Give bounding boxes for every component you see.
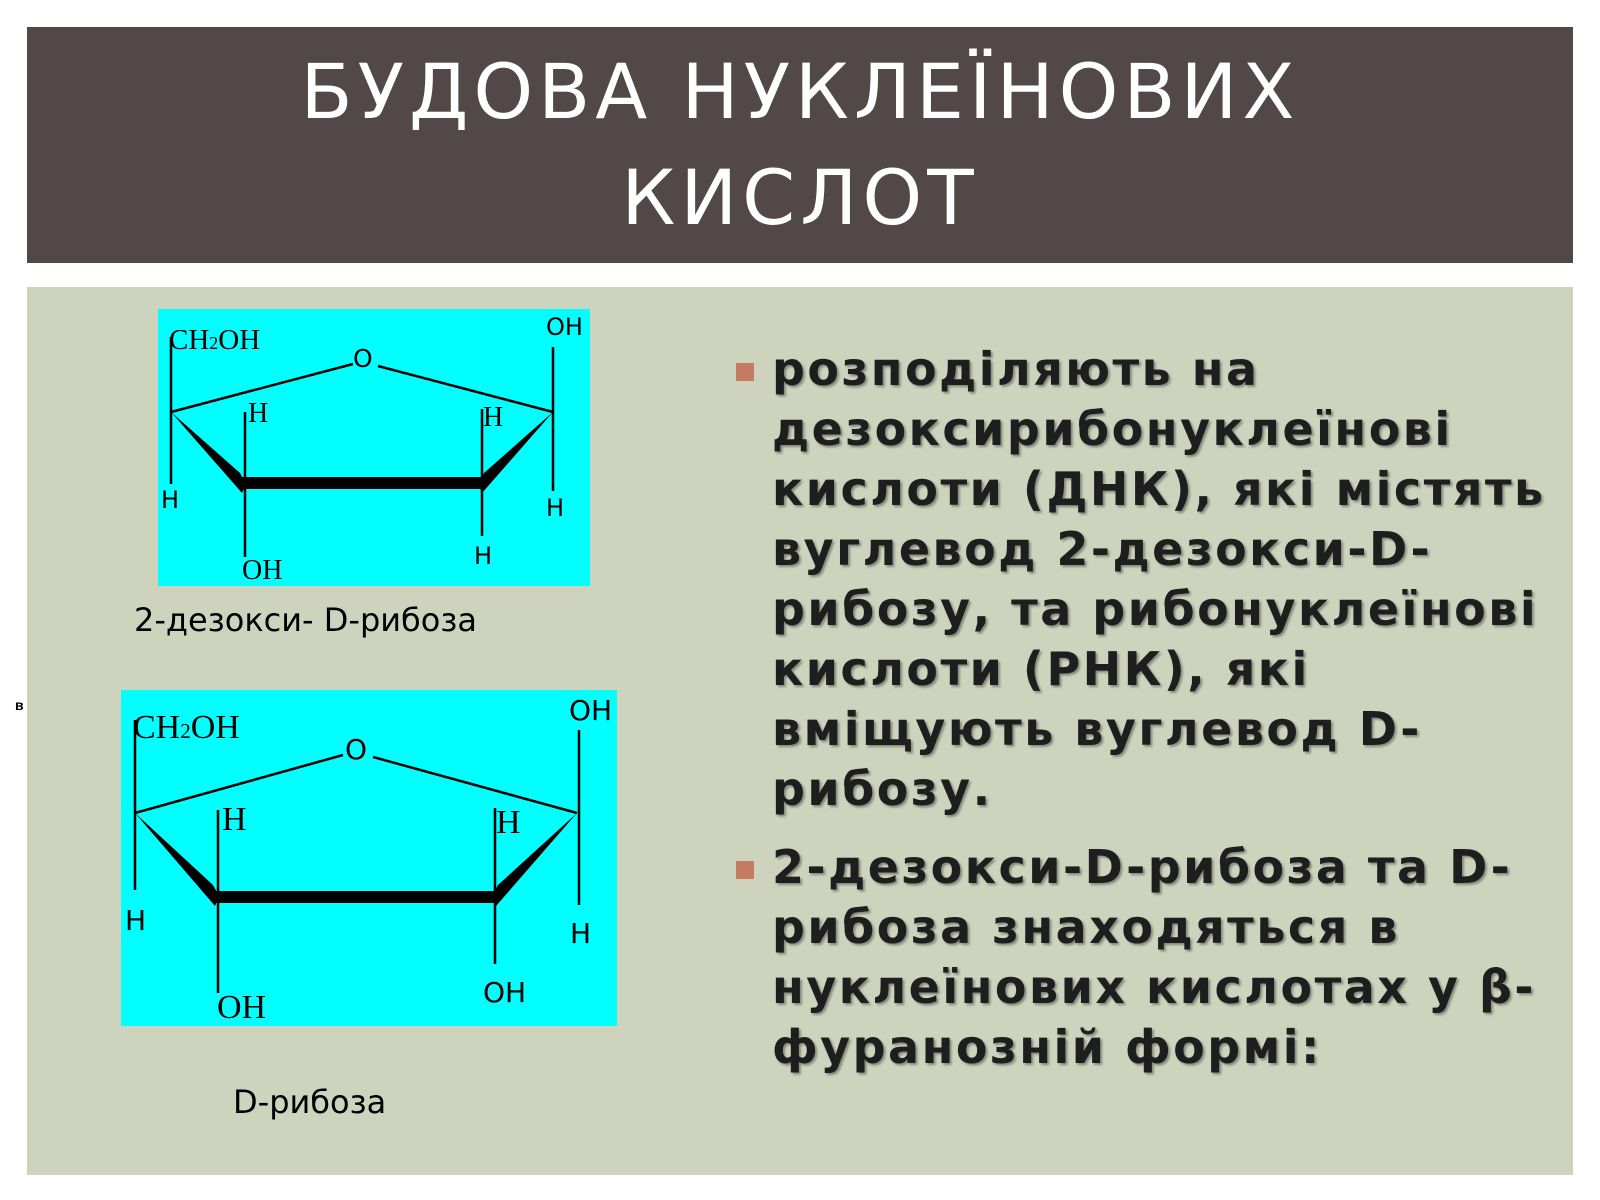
- deoxyribose-structure-panel: [158, 309, 590, 586]
- bullet-item: [734, 339, 1554, 819]
- ring-oxygen-label: O: [353, 344, 373, 373]
- square-bullet-icon: [736, 861, 754, 879]
- slide-title: БУДОВА НУКЛЕЇНОВИХ КИСЛОТ: [300, 47, 1300, 242]
- h-c3-up-label: H: [496, 804, 521, 841]
- bullet-item: [734, 837, 1554, 1077]
- square-bullet-icon: [736, 363, 754, 381]
- bullet-text: розподіляють на дезоксирибонуклеїнові кислоти (ДНК), які містять вуглевод 2-дезокси-D-рибозу, та рибонуклеїнові кислоти (РНК), які вміщують вуглевод D-рибозу.: [772, 342, 1546, 816]
- ribose-structure-diagram: [121, 690, 617, 1026]
- oh-top-right-label: OH: [569, 694, 613, 727]
- h-c1-down-label: H: [125, 904, 147, 937]
- oh-top-right-label: OH: [546, 313, 583, 341]
- oh-c3-down-label: OH: [217, 989, 267, 1026]
- stray-character: в: [15, 697, 24, 713]
- h-c1-down-label: H: [161, 486, 180, 514]
- ring-oxygen-label: O: [345, 733, 368, 766]
- ribose-structure-panel: [121, 690, 617, 1026]
- ribose-caption: D-рибоза: [233, 1083, 387, 1121]
- bullet-text: 2-дезокси-D-рибоза та D-рибоза знаходяться в нуклеїнових кислотах у β-фуранозній формі:: [772, 840, 1536, 1074]
- deoxyribose-caption: 2-дезокси- D-рибоза: [134, 601, 477, 639]
- oh-c2-down-label: OH: [483, 976, 527, 1009]
- ch2oh-label: CH2OH: [133, 709, 240, 746]
- ch2oh-label: CH2OH: [169, 324, 261, 356]
- bullet-list: [734, 339, 1554, 1095]
- oh-c3-down-label: OH: [242, 555, 283, 586]
- h-c2-up-label: H: [222, 801, 247, 838]
- h-c2-down-label: H: [474, 542, 493, 570]
- h-c3-up-label: H: [483, 402, 504, 433]
- h-c2-up-label: H: [248, 398, 269, 429]
- h-c4-down-label: H: [546, 494, 565, 522]
- title-bar: [27, 27, 1573, 263]
- content-area: [15, 287, 1573, 1175]
- deoxyribose-structure-diagram: [158, 309, 590, 586]
- h-c4-down-label: H: [570, 917, 592, 950]
